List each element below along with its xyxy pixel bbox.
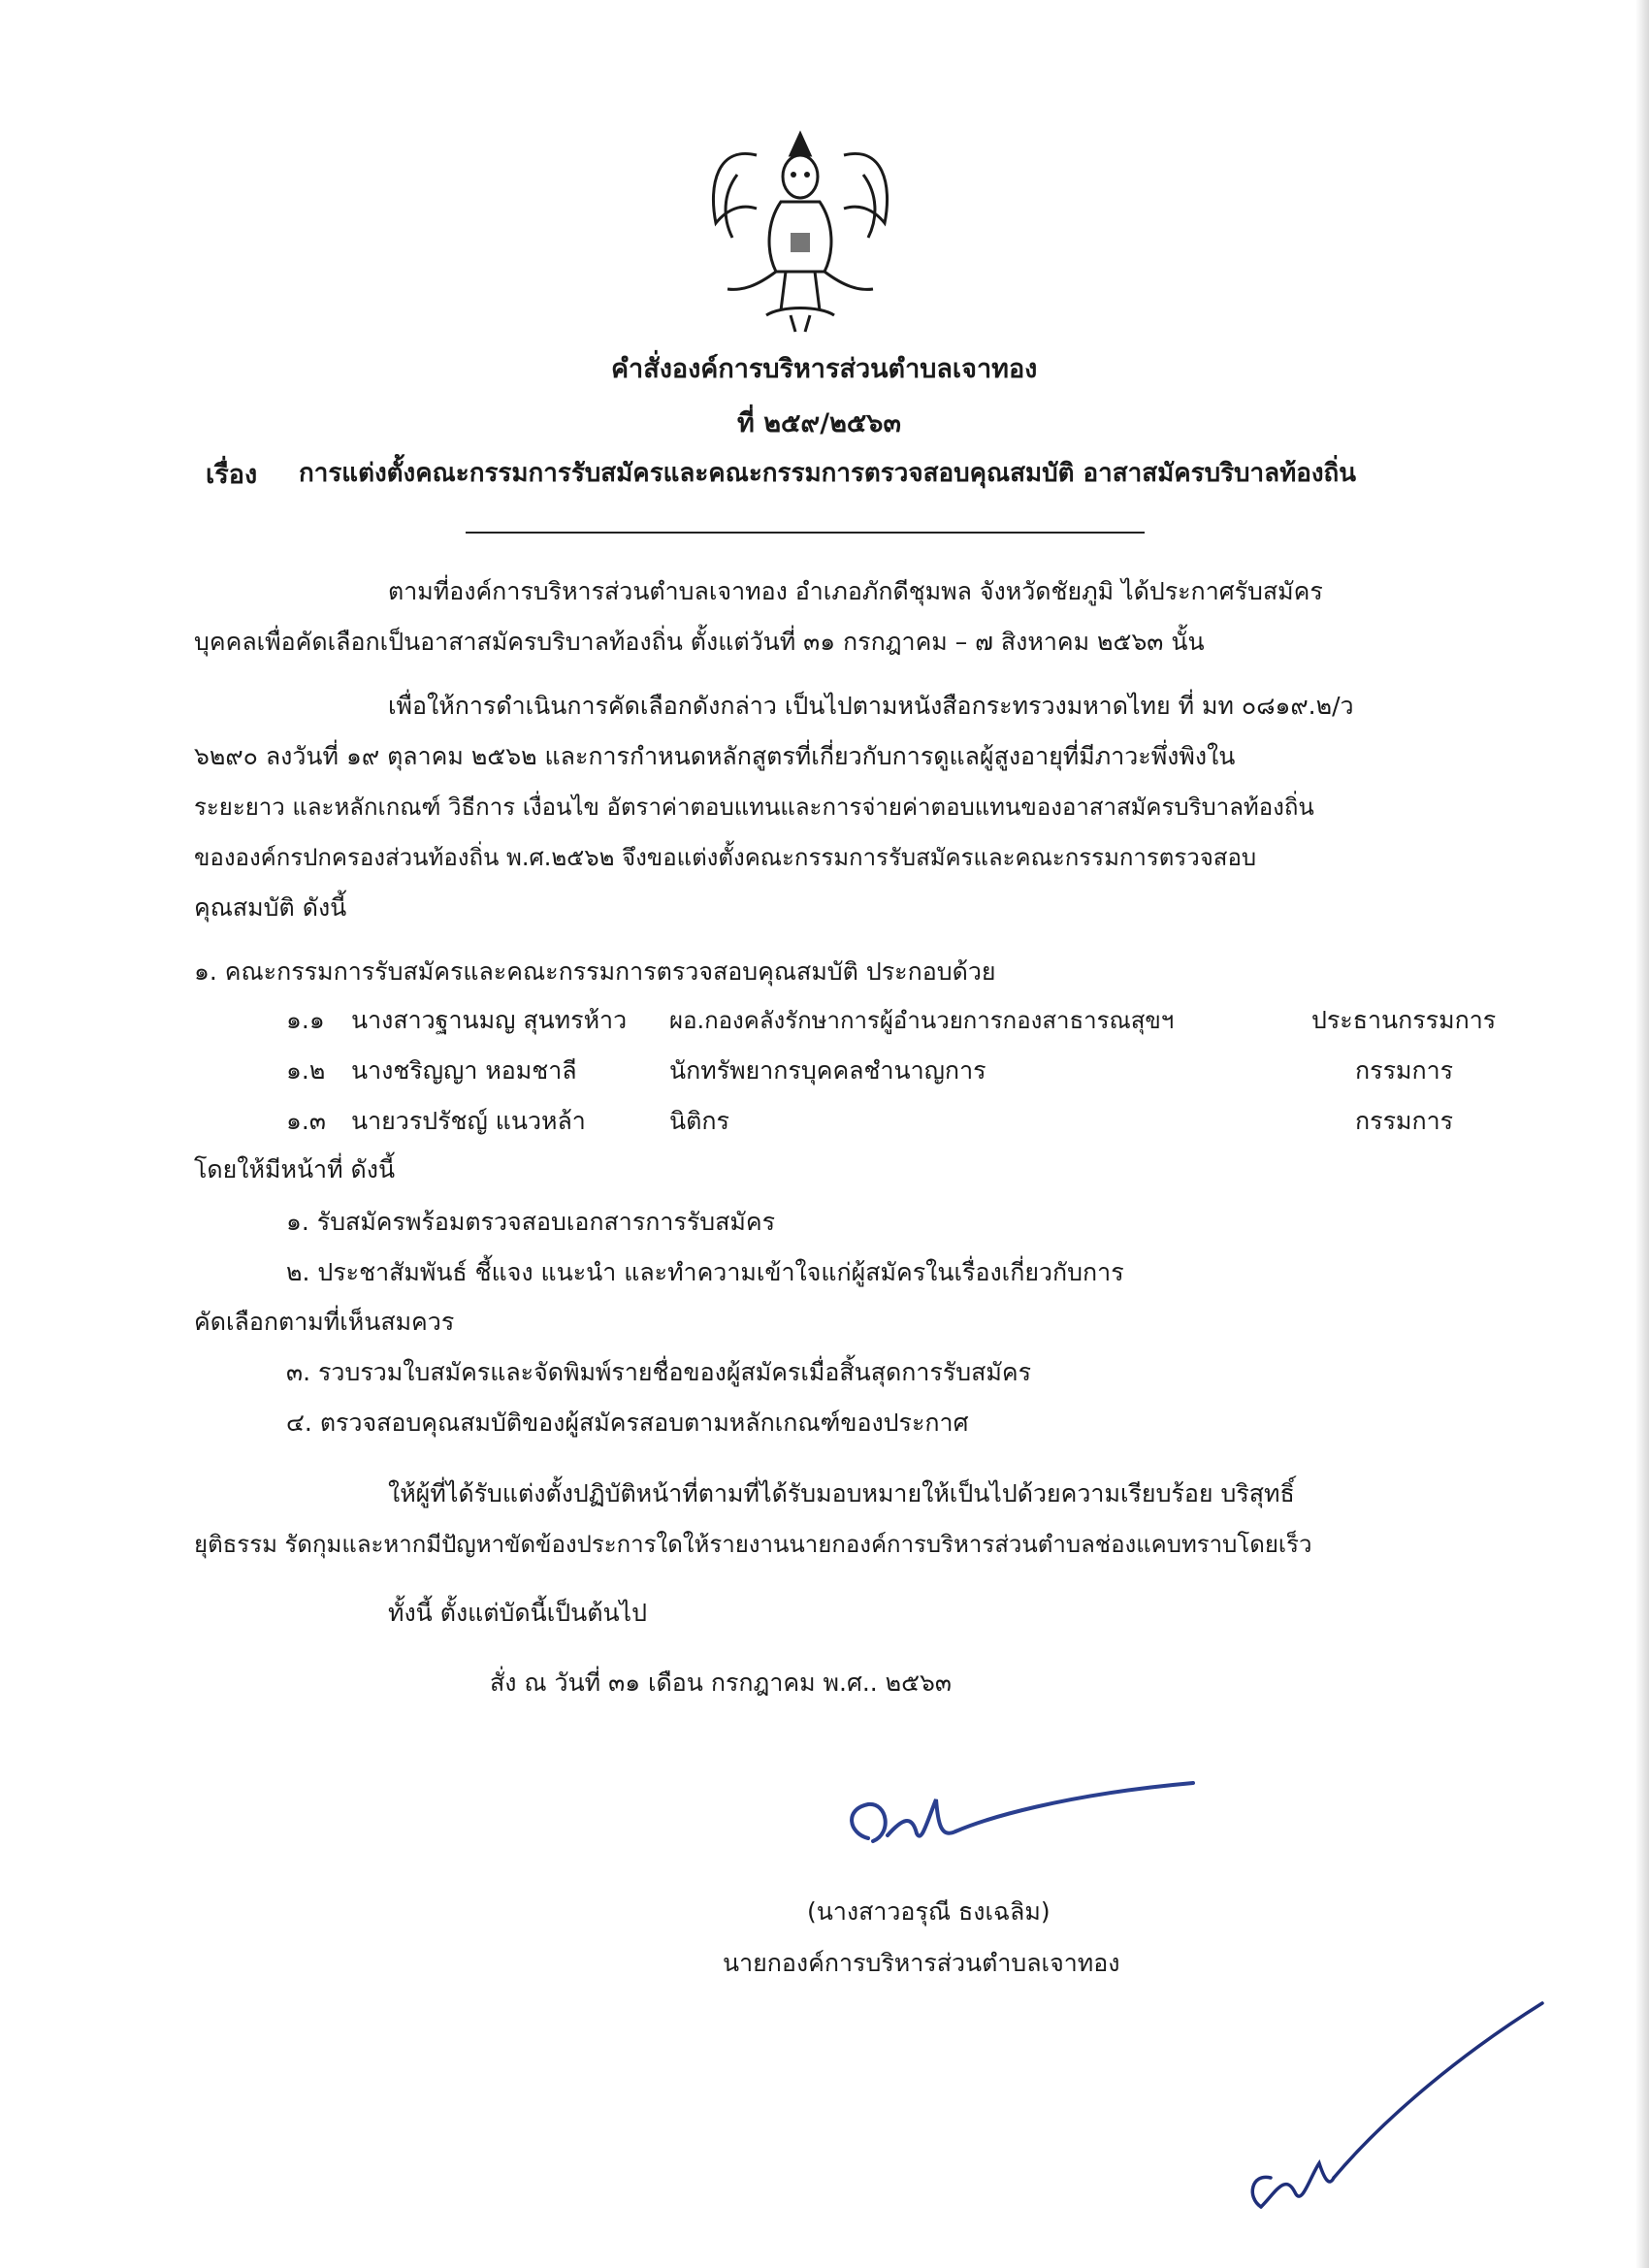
member-position: ผอ.กองคลังรักษาการผู้อำนวยการกองสาธารณสุขฯ [669, 1007, 1175, 1034]
committee-heading: ๑. คณะกรรมการรับสมัครและคณะกรรมการตรวจสอบคุณสมบัติ ประกอบด้วย [194, 957, 996, 986]
intro-p1-line2: บุคคลเพื่อคัดเลือกเป็นอาสาสมัครบริบาลท้องถิ่น ตั้งแต่วันที่ ๓๑ กรกฎาคม – ๗ สิงหาคม ๒๕๖๓ นั้น [194, 628, 1205, 656]
member-position: นักทรัพยากรบุคคลชำนาญการ [669, 1056, 986, 1085]
order-number: ที่ ๒๕๙/๒๕๖๓ [737, 408, 901, 438]
order-date: สั่ง ณ วันที่ ๓๑ เดือน กรกฎาคม พ.ศ.. ๒๕๖๓ [490, 1669, 953, 1697]
member-name: นางชริญญา หอมชาลี [351, 1056, 577, 1085]
signatory-title: นายกองค์การบริหารส่วนตำบลเจาทอง [723, 1949, 1120, 1977]
duty-item-2-cont: คัดเลือกตามที่เห็นสมควร [194, 1308, 455, 1336]
member-name: นางสาวฐานมญ สุนทรห้าว [351, 1006, 628, 1034]
signature-mark [829, 1766, 1208, 1872]
duties-heading: โดยให้มีหน้าที่ ดังนี้ [194, 1155, 396, 1183]
member-name: นายวรปรัชญ์ แนวหล้า [351, 1107, 586, 1135]
member-number: ๑.๒ [286, 1056, 326, 1085]
order-title: คำสั่งองค์การบริหารส่วนตำบลเจาทอง [611, 354, 1038, 384]
member-position: นิติกร [669, 1107, 729, 1135]
intro-p2-line2: ๖๒๙๐ ลงวันที่ ๑๙ ตุลาคม ๒๕๖๒ และการกำหนดหลักสูตรที่เกี่ยวกับการดูแลผู้สูงอายุที่มีภาวะพึ่งพิงใน [194, 742, 1236, 770]
intro-p2-line5: คุณสมบัติ ดังนี้ [194, 893, 347, 922]
duty-item-3: ๓. รวบรวมใบสมัครและจัดพิมพ์รายชื่อของผู้สมัครเมื่อสิ้นสุดการรับสมัคร [286, 1358, 1032, 1386]
closing-line1: ให้ผู้ที่ได้รับแต่งตั้งปฏิบัติหน้าที่ตามที่ได้รับมอบหมายให้เป็นไปด้วยความเรียบร้อย บริสุทธิ์ [388, 1479, 1295, 1507]
title-divider [466, 532, 1145, 534]
member-role: กรรมการ [1355, 1056, 1454, 1085]
subject-text: การแต่งตั้งคณะกรรมการรับสมัครและคณะกรรมการตรวจสอบคุณสมบัติ อาสาสมัครบริบาลท้องถิ่น [299, 459, 1357, 488]
member-role: กรรมการ [1355, 1107, 1454, 1135]
closing-line2: ยุติธรรม รัดกุมและหากมีปัญหาขัดข้องประการใดให้รายงานนายกองค์การบริหารส่วนตำบลช่องแคบทราบโดยเร็ว [194, 1531, 1312, 1558]
duty-item-4: ๔. ตรวจสอบคุณสมบัติของผู้สมัครสอบตามหลักเกณฑ์ของประกาศ [286, 1409, 969, 1437]
effective-statement: ทั้งนี้ ตั้งแต่บัดนี้เป็นต้นไป [388, 1599, 647, 1627]
intro-p2-line4: ขององค์กรปกครองส่วนท้องถิ่น พ.ศ.๒๕๖๒ จึงขอแต่งตั้งคณะกรรมการรับสมัครและคณะกรรมการตรวจสอบ [194, 844, 1257, 871]
duty-item-2: ๒. ประชาสัมพันธ์ ชี้แจง แนะนำ และทำความเข้าใจแก่ผู้สมัครในเรื่องเกี่ยวกับการ [286, 1258, 1124, 1286]
member-number: ๑.๓ [286, 1107, 326, 1135]
subject-label: เรื่อง [206, 460, 258, 490]
page-edge-shadow [1635, 0, 1649, 2268]
signatory-name: (นางสาวอรุณี ธงเฉลิม) [807, 1897, 1051, 1926]
member-number: ๑.๑ [286, 1006, 325, 1034]
member-role: ประธานกรรมการ [1311, 1006, 1497, 1034]
intro-p2-line3: ระยะยาว และหลักเกณฑ์ วิธีการ เงื่อนไข อัตราค่าตอบแทนและการจ่ายค่าตอบแทนของอาสาสมัครบริบาลท้องถิ่น [194, 794, 1314, 821]
intro-p1-line1: ตามที่องค์การบริหารส่วนตำบลเจาทอง อำเภอภักดีชุมพล จังหวัดชัยภูมิ ได้ประกาศรับสมัคร [388, 577, 1323, 605]
initials-mark [1232, 1998, 1552, 2231]
intro-p2-line1: เพื่อให้การดำเนินการคัดเลือกดังกล่าว เป็นไปตามหนังสือกระทรวงมหาดไทย ที่ มท ๐๘๑๙.๒/ว [388, 692, 1354, 720]
garuda-emblem-icon [698, 116, 902, 335]
duty-item-1: ๑. รับสมัครพร้อมตรวจสอบเอกสารการรับสมัคร [286, 1208, 776, 1236]
